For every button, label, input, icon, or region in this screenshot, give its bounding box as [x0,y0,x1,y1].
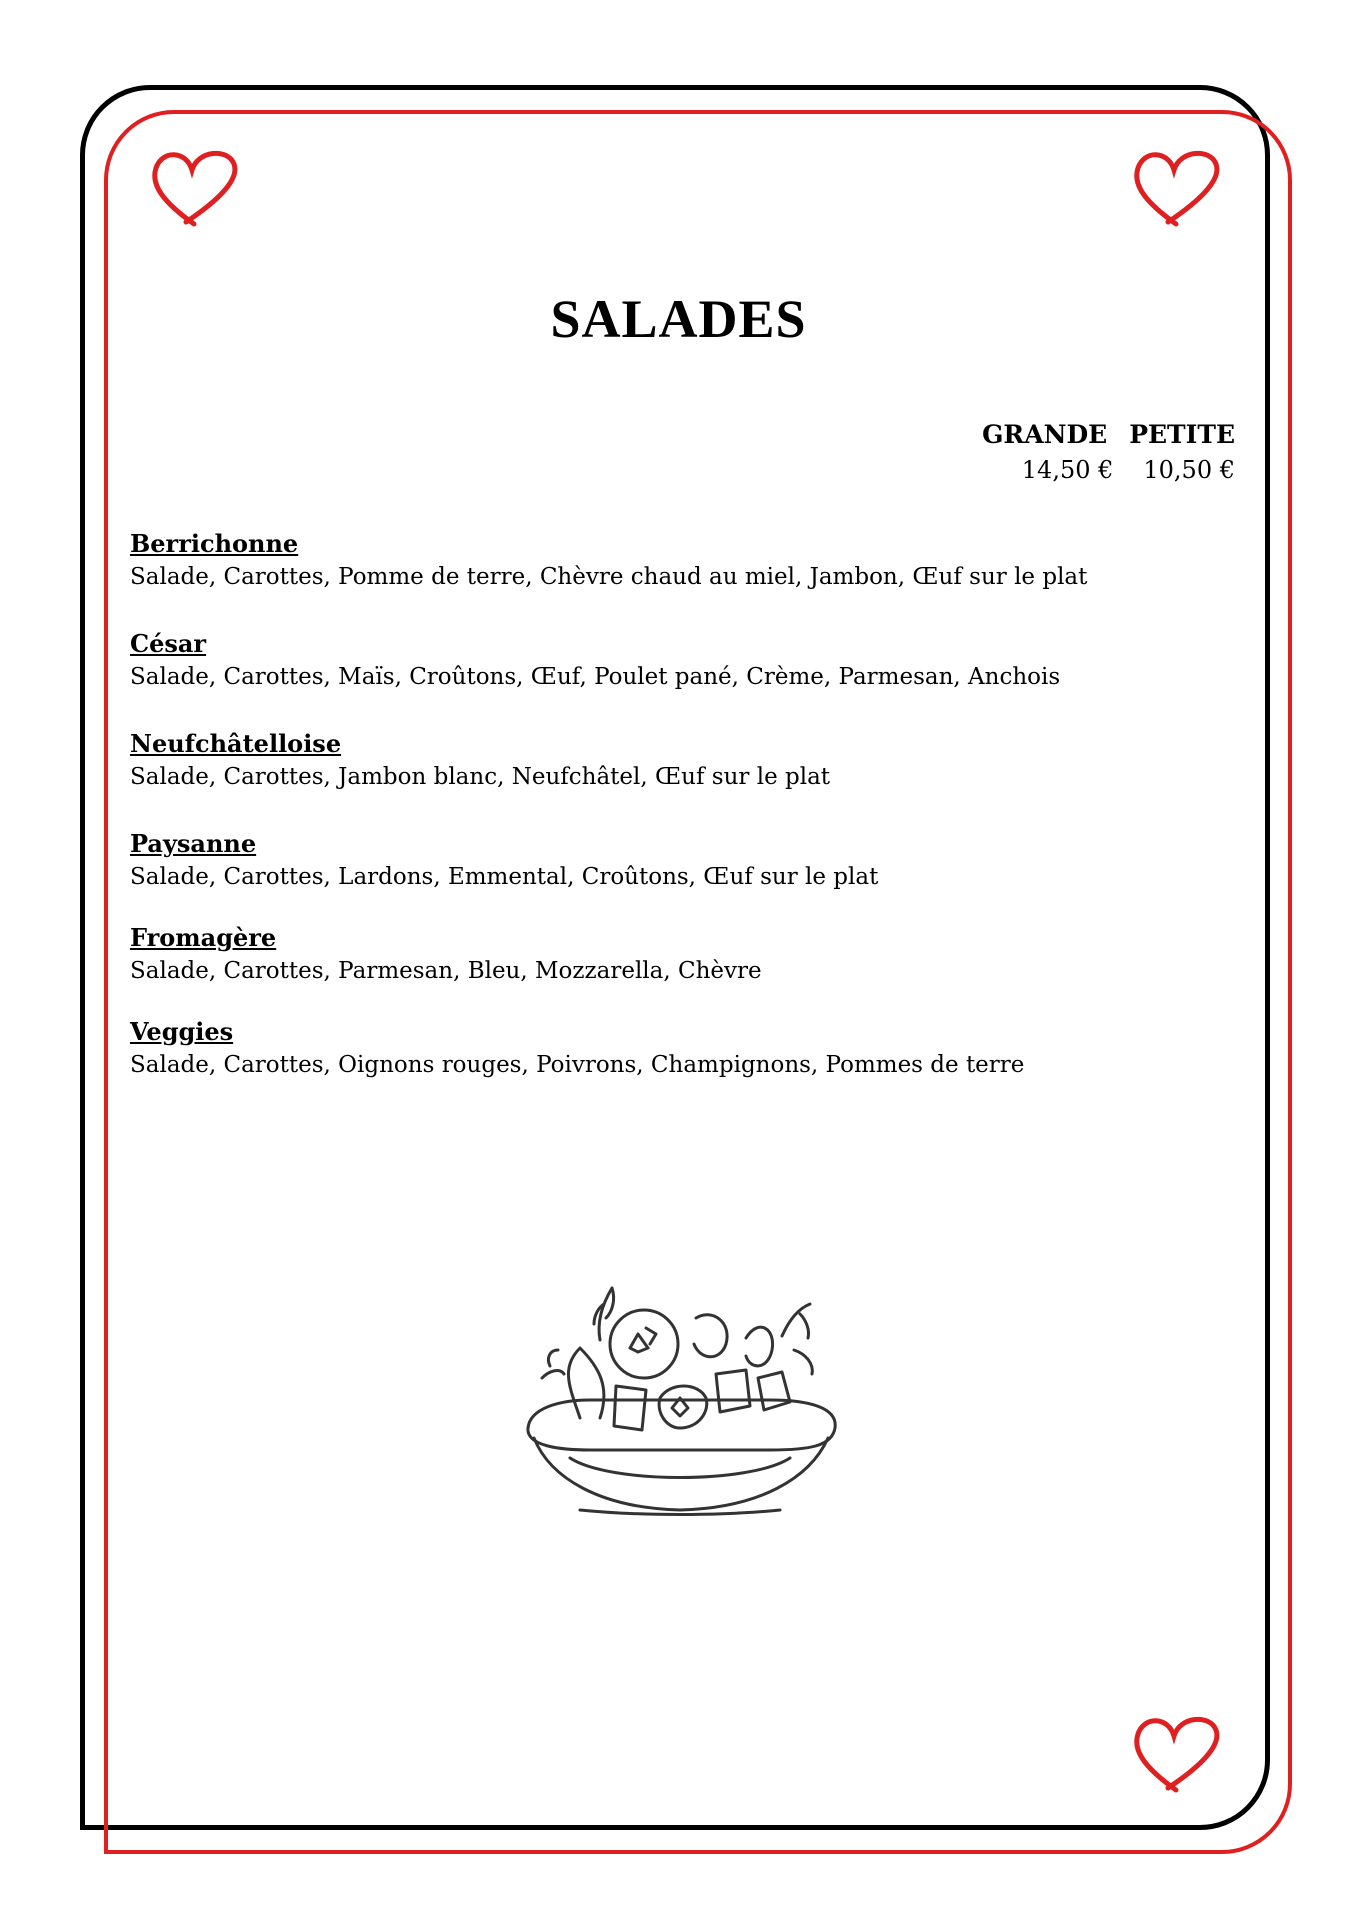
menu-item [130,922,1230,988]
price-row [1022,456,1235,484]
salad-bowl-icon [520,1278,840,1528]
item-name: Fromagère [130,923,277,952]
size-header [982,420,1235,449]
heart-icon [1128,1712,1224,1796]
petite-price: 10,50 € [1143,456,1235,484]
grande-price: 14,50 € [1021,456,1114,484]
item-name: Berrichonne [130,529,299,558]
item-name: Paysanne [130,829,257,858]
grande-label: GRANDE [982,420,1108,449]
item-description: Salade, Carottes, Jambon blanc, Neufchâtel, Œuf sur le plat [130,764,831,790]
menu-item [130,628,1230,694]
menu-item [130,828,1230,894]
item-description: Salade, Carottes, Pomme de terre, Chèvre chaud au miel, Jambon, Œuf sur le plat [130,564,1088,590]
menu-items [130,528,1230,1082]
heart-icon [146,146,242,230]
heart-icon [1128,146,1224,230]
item-name: Neufchâtelloise [130,729,342,758]
menu-item [130,1016,1230,1082]
petite-label: PETITE [1129,420,1235,449]
menu-item [130,728,1230,794]
item-description: Salade, Carottes, Maïs, Croûtons, Œuf, Poulet pané, Crème, Parmesan, Anchois [130,664,1061,690]
item-name: Veggies [130,1017,234,1046]
item-description: Salade, Carottes, Oignons rouges, Poivrons, Champignons, Pommes de terre [130,1052,1025,1078]
item-description: Salade, Carottes, Lardons, Emmental, Croûtons, Œuf sur le plat [130,864,879,890]
page-title: SALADES [550,289,807,349]
item-name: César [130,629,207,658]
menu-item [130,528,1230,594]
item-description: Salade, Carottes, Parmesan, Bleu, Mozzarella, Chèvre [130,958,762,984]
